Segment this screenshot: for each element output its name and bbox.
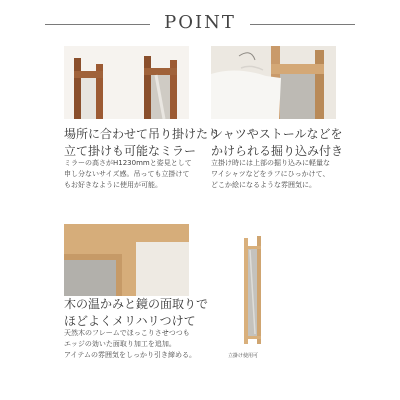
photo-shirt-hanging — [211, 46, 336, 119]
point-3-heading: 木の温かみと鏡の面取りで ほどよくメリハリつけて — [64, 297, 209, 328]
point-2-heading: シャツやストールなどを かけられる掘り込み付き — [211, 127, 344, 158]
point-1-heading: 場所に合わせて吊り掛けたり 立て掛けも可能なミラー — [64, 127, 221, 158]
photo-frame-chamfer — [64, 224, 189, 296]
section-header — [0, 0, 400, 40]
photo-hanging-mirror — [64, 46, 189, 119]
point-1-description: ミラーの高さがH1230mmと姿見として 申し分ないサイズ感。吊っても立掛けて もお好きなように使用が可能。 — [64, 159, 192, 189]
section-title: POINT — [164, 12, 236, 33]
point-2-description: 立掛け時には上部の掘り込みに軽量な ワイシャツなどをラフにひっかけて、 どこか絵になるような雰囲気に。 — [211, 159, 330, 189]
header-divider-left — [45, 24, 150, 25]
header-divider-right — [250, 24, 355, 25]
point-3-description: 天然木のフレームでほっこりさせつつも エッジの効いた面取り加工を追加。 アイテムの雰囲気をしっかり引き締める。 — [64, 329, 197, 359]
photo-standing-mirror — [232, 236, 272, 346]
standing-caption: 立掛け使用可 — [228, 353, 259, 359]
